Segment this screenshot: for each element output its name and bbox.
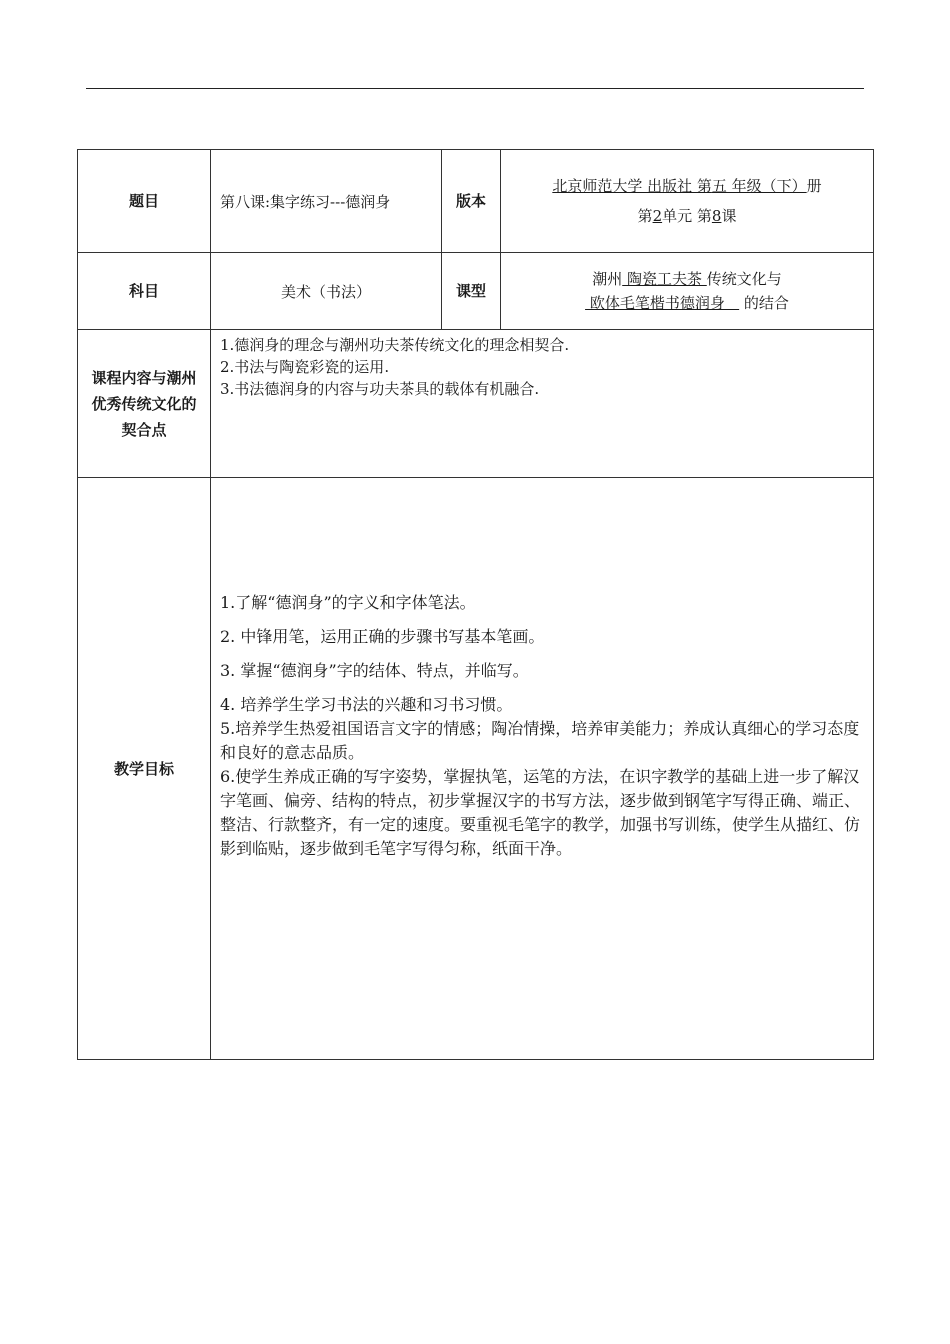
type-line-1 (501, 267, 873, 291)
subject-label: 科目 (78, 253, 211, 330)
type-value (501, 253, 874, 330)
volume-suffix: 册 (806, 177, 822, 195)
goal-6: 6.使学生养成正确的写字姿势，掌握执笔，运笔的方法，在识字教学的基础上进一步了解汉字笔画、偏旁、结构的特点，初步掌握汉字的书写方法，逐步做到钢笔字写得正确、端正、整洁、行款整齐，有一定的速度。要重视毛笔字的教学，加强书写训练，使学生从描红、仿影到临贴，逐步做到毛笔字写得匀称，纸面干净。 (220, 767, 861, 858)
lesson-number: 8 (711, 207, 722, 225)
version-line-2 (501, 204, 873, 228)
version-value (501, 150, 874, 253)
title-value (211, 150, 442, 253)
title-label: 题目 (78, 150, 211, 253)
unit-prefix: 第 (637, 207, 653, 225)
row-title (78, 150, 874, 253)
goal-1: 1.了解“德润身”的字义和字体笔法。 (220, 593, 476, 612)
lesson-suffix: 课 (721, 207, 737, 225)
goal-3: 3. 掌握“德润身”字的结体、特点，并临写。 (220, 661, 529, 680)
unit-number: 2 (652, 207, 663, 225)
publisher: 北京师范大学 出版社 第 (552, 177, 712, 195)
teaching-goals (211, 478, 874, 1060)
content-label (78, 330, 211, 478)
row-goals (78, 478, 874, 1060)
type-tea: 陶瓷工夫茶 (622, 270, 707, 288)
content-item-2: 2.书法与陶瓷彩瓷的运用. (220, 358, 390, 376)
row-content (78, 330, 874, 478)
goal-2: 2. 中锋用笔，运用正确的步骤书写基本笔画。 (220, 627, 545, 646)
type-chaozhou: 潮州 (592, 270, 623, 288)
type-calligraphy: 欧体毛笔楷书德润身 (585, 294, 740, 312)
lesson-plan-table (77, 149, 874, 1060)
goal-4: 4. 培养学生学习书法的兴趣和习书习惯。 (220, 695, 513, 714)
type-culture: 传统文化与 (706, 270, 782, 288)
header-rule (86, 88, 864, 89)
type-combine: 的结合 (739, 294, 789, 312)
version-label: 版本 (442, 150, 501, 253)
row-subject (78, 253, 874, 330)
version-line-1 (501, 174, 873, 198)
type-line-2 (501, 291, 873, 315)
goals-label: 教学目标 (78, 478, 211, 1060)
content-points (211, 330, 874, 478)
goal-5: 5.培养学生热爱祖国语言文字的情感；陶冶情操，培养审美能力；养成认真细心的学习态度和良好的意志品质。 (220, 719, 860, 762)
content-item-3: 3.书法德润身的内容与功夫茶具的载体有机融合. (220, 380, 540, 398)
content-item-1: 1.德润身的理念与潮州功夫茶传统文化的理念相契合. (220, 336, 570, 354)
grade: 五 年级（下） (711, 177, 807, 195)
title-text: 第八课:集字练习---德润身 (220, 192, 391, 211)
unit-suffix: 单元 第 (662, 207, 712, 225)
type-label: 课型 (442, 253, 501, 330)
goals-spacer (220, 478, 865, 591)
subject-value: 美术（书法） (211, 253, 442, 330)
content-label-text: 课程内容与潮州优秀传统文化的契合点 (91, 368, 197, 439)
